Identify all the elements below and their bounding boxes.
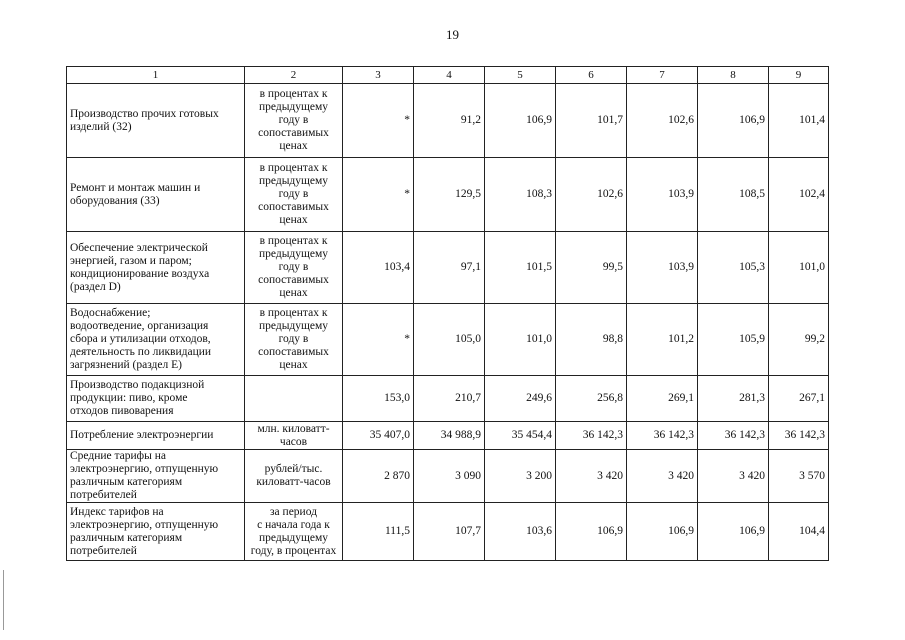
row-value: 106,9 bbox=[698, 503, 769, 561]
row-value: 91,2 bbox=[414, 84, 485, 158]
row-value: 34 988,9 bbox=[414, 422, 485, 450]
header-row bbox=[67, 67, 829, 84]
row-indicator-name-text: Обеспечение электрической энергией, газом и паром; кондиционирование воздуха (раздел D) bbox=[70, 241, 210, 293]
table-row bbox=[67, 503, 829, 561]
row-indicator-name-text: Индекс тарифов на электроэнергию, отпущенную различным категориям потребителей bbox=[70, 505, 219, 557]
row-value: 102,4 bbox=[769, 158, 829, 232]
column-header: 1 bbox=[67, 67, 245, 84]
row-value: * bbox=[343, 158, 414, 232]
row-unit-text: за период с начала года к предыдущему году, в процентах bbox=[250, 505, 337, 557]
table-row bbox=[67, 84, 829, 158]
row-indicator-name bbox=[67, 84, 245, 158]
row-value: 249,6 bbox=[485, 376, 556, 422]
row-value: 105,3 bbox=[698, 232, 769, 304]
row-value: 3 200 bbox=[485, 450, 556, 503]
row-unit-text: в процентах к предыдущему году в сопоставимых ценах bbox=[258, 235, 329, 299]
row-value: 36 142,3 bbox=[556, 422, 627, 450]
row-value: 103,9 bbox=[627, 158, 698, 232]
row-value: 2 870 bbox=[343, 450, 414, 503]
row-value: 108,3 bbox=[485, 158, 556, 232]
row-value: 36 142,3 bbox=[627, 422, 698, 450]
row-value: * bbox=[343, 84, 414, 158]
row-value: 104,4 bbox=[769, 503, 829, 561]
row-value: 111,5 bbox=[343, 503, 414, 561]
row-indicator-name-text: Ремонт и монтаж машин и оборудования (33) bbox=[70, 181, 201, 207]
row-unit-text: в процентах к предыдущему году в сопоставимых ценах bbox=[258, 307, 329, 371]
row-value: 3 570 bbox=[769, 450, 829, 503]
row-value: 106,9 bbox=[698, 84, 769, 158]
row-value: 35 454,4 bbox=[485, 422, 556, 450]
row-indicator-name bbox=[67, 422, 245, 450]
row-indicator-name-text: Средние тарифы на электроэнергию, отпущенную различным категориям потребителей bbox=[70, 450, 219, 501]
page-edge-line bbox=[3, 570, 4, 630]
column-header: 7 bbox=[627, 67, 698, 84]
row-value: 106,9 bbox=[485, 84, 556, 158]
row-unit bbox=[245, 376, 343, 422]
row-value: 3 420 bbox=[698, 450, 769, 503]
row-indicator-name-text: Потребление электроэнергии bbox=[70, 429, 214, 441]
table-row bbox=[67, 376, 829, 422]
row-value: 101,0 bbox=[485, 304, 556, 376]
row-value: 210,7 bbox=[414, 376, 485, 422]
row-value: 129,5 bbox=[414, 158, 485, 232]
row-value: 99,2 bbox=[769, 304, 829, 376]
row-value: 101,0 bbox=[769, 232, 829, 304]
row-value: 98,8 bbox=[556, 304, 627, 376]
table-body bbox=[67, 67, 829, 561]
row-unit bbox=[245, 422, 343, 450]
row-unit bbox=[245, 232, 343, 304]
row-value: 102,6 bbox=[627, 84, 698, 158]
row-value: 102,6 bbox=[556, 158, 627, 232]
row-unit-text: в процентах к предыдущему году в сопоставимых ценах bbox=[258, 162, 329, 226]
row-indicator-name-text: Производство прочих готовых изделий (32) bbox=[70, 107, 219, 133]
indicators-table bbox=[66, 66, 829, 561]
row-value: 108,5 bbox=[698, 158, 769, 232]
column-header: 3 bbox=[343, 67, 414, 84]
row-unit bbox=[245, 304, 343, 376]
row-value: 35 407,0 bbox=[343, 422, 414, 450]
row-value: 99,5 bbox=[556, 232, 627, 304]
row-indicator-name bbox=[67, 450, 245, 503]
row-value: 153,0 bbox=[343, 376, 414, 422]
row-value: 101,2 bbox=[627, 304, 698, 376]
table-row bbox=[67, 158, 829, 232]
row-indicator-name bbox=[67, 376, 245, 422]
row-value: 267,1 bbox=[769, 376, 829, 422]
row-value: 105,9 bbox=[698, 304, 769, 376]
row-value: 36 142,3 bbox=[769, 422, 829, 450]
column-header: 2 bbox=[245, 67, 343, 84]
column-header: 9 bbox=[769, 67, 829, 84]
row-value: 256,8 bbox=[556, 376, 627, 422]
row-indicator-name-text: Водоснабжение; водоотведение, организация сбора и утилизации отходов, деятельность по ликвидации загрязнений (раздел Е) bbox=[70, 307, 212, 371]
column-header: 5 bbox=[485, 67, 556, 84]
column-header: 8 bbox=[698, 67, 769, 84]
row-indicator-name bbox=[67, 304, 245, 376]
row-value: 281,3 bbox=[698, 376, 769, 422]
row-value: 106,9 bbox=[556, 503, 627, 561]
page-number: 19 bbox=[446, 27, 459, 42]
row-value: 101,5 bbox=[485, 232, 556, 304]
row-value: 101,4 bbox=[769, 84, 829, 158]
row-indicator-name bbox=[67, 503, 245, 561]
table-row bbox=[67, 422, 829, 450]
row-unit bbox=[245, 450, 343, 503]
row-value: 101,7 bbox=[556, 84, 627, 158]
row-value: 103,9 bbox=[627, 232, 698, 304]
row-indicator-name bbox=[67, 232, 245, 304]
row-value: 97,1 bbox=[414, 232, 485, 304]
table-row bbox=[67, 304, 829, 376]
row-unit bbox=[245, 503, 343, 561]
row-indicator-name-text: Производство подакцизной продукции: пиво, кроме отходов пивоварения bbox=[70, 379, 205, 417]
row-unit-text: в процентах к предыдущему году в сопоставимых ценах bbox=[258, 88, 329, 152]
column-header: 6 bbox=[556, 67, 627, 84]
row-indicator-name bbox=[67, 158, 245, 232]
row-value: 3 420 bbox=[556, 450, 627, 503]
column-header: 4 bbox=[414, 67, 485, 84]
row-value: 107,7 bbox=[414, 503, 485, 561]
row-value: 3 420 bbox=[627, 450, 698, 503]
row-value: 3 090 bbox=[414, 450, 485, 503]
row-unit bbox=[245, 158, 343, 232]
row-value: 269,1 bbox=[627, 376, 698, 422]
table-row bbox=[67, 450, 829, 503]
row-value: 36 142,3 bbox=[698, 422, 769, 450]
row-unit bbox=[245, 84, 343, 158]
row-value: * bbox=[343, 304, 414, 376]
row-value: 103,4 bbox=[343, 232, 414, 304]
row-unit-text: млн. киловатт- часов bbox=[257, 422, 330, 448]
row-unit-text: рублей/тыс. киловатт-часов bbox=[256, 463, 331, 488]
row-value: 106,9 bbox=[627, 503, 698, 561]
row-value: 105,0 bbox=[414, 304, 485, 376]
table-row bbox=[67, 232, 829, 304]
row-value: 103,6 bbox=[485, 503, 556, 561]
